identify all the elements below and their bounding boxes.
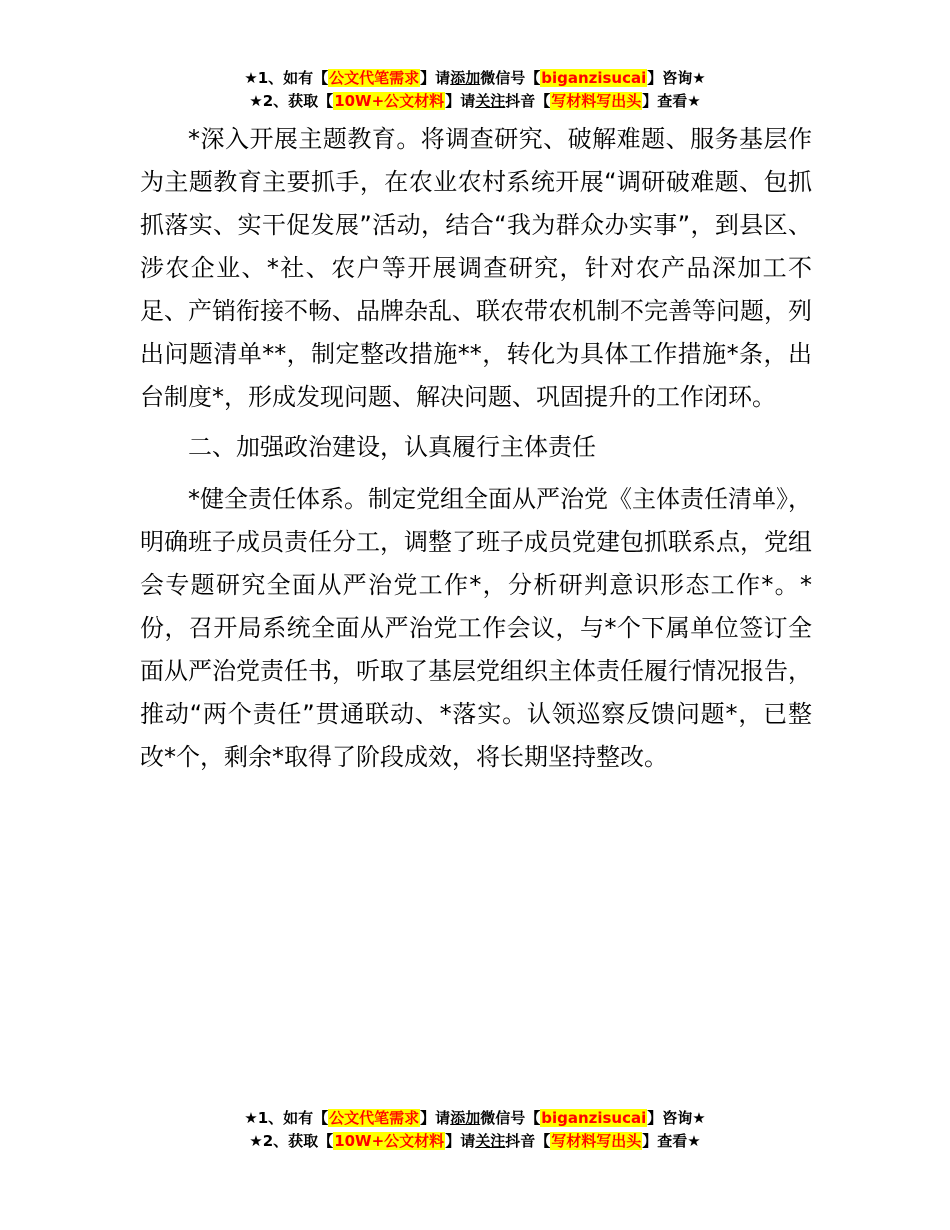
- banner-text: 抖音【: [505, 92, 551, 110]
- banner-text: 】请: [445, 1132, 476, 1150]
- banner-text: ★1、如有【: [244, 69, 329, 87]
- footer-banner: [0, 1107, 950, 1153]
- banner-text: 微信号【: [480, 69, 541, 87]
- banner-text: 】请: [445, 92, 476, 110]
- banner-line-2: [0, 1130, 950, 1153]
- banner-text: 抖音【: [505, 1132, 551, 1150]
- banner-text: 】查看★: [642, 92, 701, 110]
- banner-line-1: [0, 1107, 950, 1130]
- wechat-id-highlight: biganzisucai: [541, 1109, 647, 1127]
- document-body: [140, 118, 812, 786]
- highlight-text: 10W+公文材料: [334, 92, 445, 110]
- banner-text: 】请: [420, 1109, 451, 1127]
- underlined-text: 添加: [450, 1109, 481, 1127]
- underlined-text: 添加: [450, 69, 481, 87]
- banner-text: ★2、获取【: [249, 1132, 334, 1150]
- banner-line-1: [0, 67, 950, 90]
- section-heading: 二、加强政治建设，认真履行主体责任: [188, 433, 596, 461]
- douyin-id-highlight: 写材料写出头: [551, 1132, 642, 1150]
- highlight-text: 公文代笔需求: [329, 1109, 420, 1127]
- banner-text: 】咨询★: [647, 1109, 706, 1127]
- banner-text: 】请: [420, 69, 451, 87]
- highlight-text: 10W+公文材料: [334, 1132, 445, 1150]
- banner-text: 微信号【: [480, 1109, 541, 1127]
- banner-text: 】咨询★: [647, 69, 706, 87]
- header-banner: [0, 67, 950, 113]
- underlined-text: 关注: [475, 1132, 506, 1150]
- wechat-id-highlight: biganzisucai: [541, 69, 647, 87]
- body-paragraph: *健全责任体系。制定党组全面从严治党《主体责任清单》，明确班子成员责任分工，调整了班子成员党建包抓联系点，党组会专题研究全面从严治党工作*，分析研判意识形态工作*。*份，召开局系统全面从严治党工作会议，与*个下属单位签订全面从严治党责任书，听取了基层党组织主体责任履行情况报告，推动“两个责任”贯通联动、*落实。认领巡察反馈问题*，已整改*个，剩余*取得了阶段成效，将长期坚持整改。: [140, 485, 812, 771]
- banner-text: ★1、如有【: [244, 1109, 329, 1127]
- banner-line-2: [0, 90, 950, 113]
- highlight-text: 公文代笔需求: [329, 69, 420, 87]
- banner-text: ★2、获取【: [249, 92, 334, 110]
- underlined-text: 关注: [475, 92, 506, 110]
- douyin-id-highlight: 写材料写出头: [551, 92, 642, 110]
- banner-text: 】查看★: [642, 1132, 701, 1150]
- body-paragraph: *深入开展主题教育。将调查研究、破解难题、服务基层作为主题教育主要抓手，在农业农村系统开展“调研破难题、包抓抓落实、实干促发展”活动，结合“我为群众办实事”，到县区、涉农企业、*社、农户等开展调查研究，针对农产品深加工不足、产销衔接不畅、品牌杂乱、联农带农机制不完善等问题，列出问题清单**，制定整改措施**，转化为具体工作措施*条，出台制度*，形成发现问题、解决问题、巩固提升的工作闭环。: [140, 125, 812, 411]
